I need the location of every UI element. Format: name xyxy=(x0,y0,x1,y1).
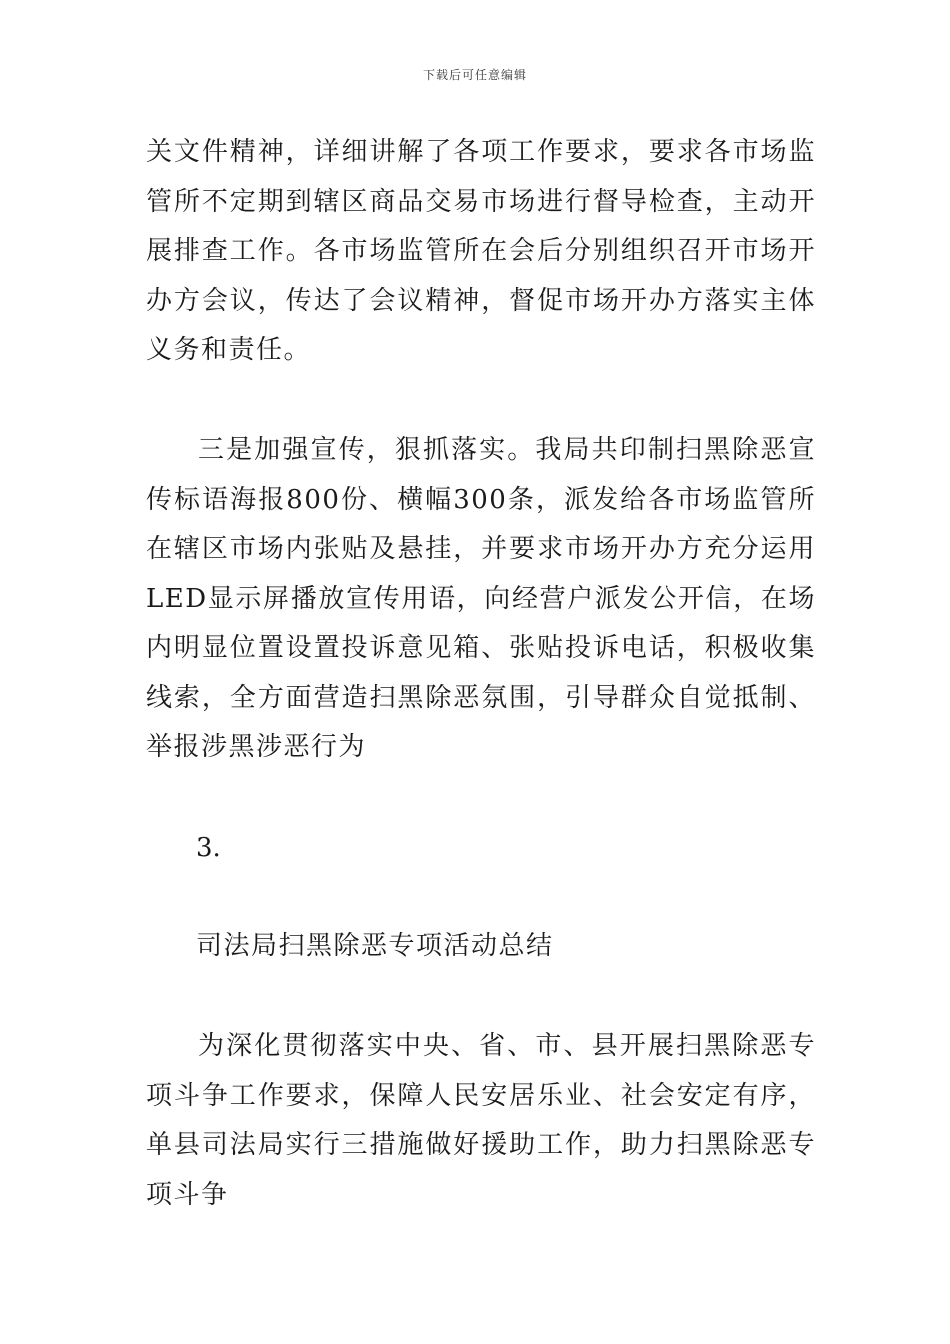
section-title: 司法局扫黑除恶专项活动总结 xyxy=(196,931,554,961)
paragraph-publicity: 三是加强宣传，狠抓落实。我局共印制扫黑除恶宣传标语海报800份、横幅300条，派发给各市场监管所在辖区市场内张贴及悬挂，并要求市场开办方充分运用LED显示屏播放宣传用语，向经营户派发公开信，在场内明显位置设置投诉意见箱、张贴投诉电话，积极收集线索，全方面营造扫黑除恶氛围，引导群众自觉抵制、举报涉黑涉恶行为 xyxy=(146,435,816,762)
page-header-note: 下载后可任意编辑 xyxy=(422,68,527,82)
paragraph-continuation: 关文件精神，详细讲解了各项工作要求，要求各市场监管所不定期到辖区商品交易市场进行督导检查，主动开展排查工作。各市场监管所在会后分别组织召开市场开办方会议，传达了会议精神，督促市场开办方落实主体义务和责任。 xyxy=(146,137,816,365)
section-number: 3. xyxy=(196,833,221,863)
paragraph-justice-bureau: 为深化贯彻落实中央、省、市、县开展扫黑除恶专项斗争工作要求，保障人民安居乐业、社会安定有序，单县司法局实行三措施做好援助工作，助力扫黑除恶专项斗争 xyxy=(146,1031,816,1210)
